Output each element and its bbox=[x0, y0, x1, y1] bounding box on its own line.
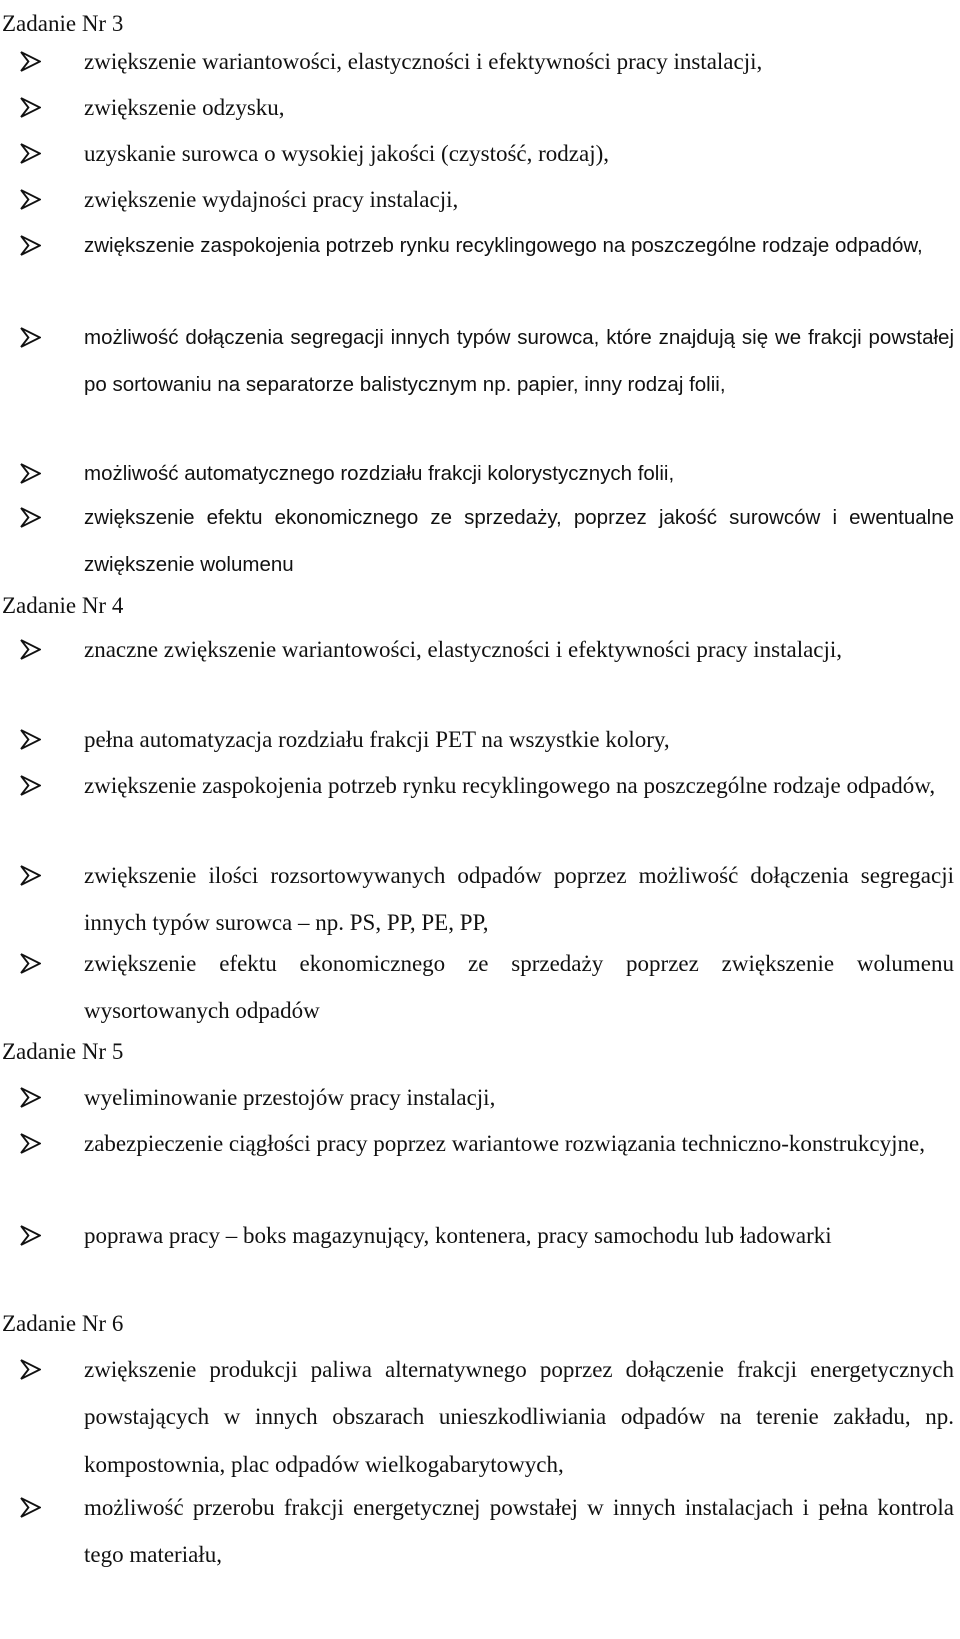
list-item bbox=[84, 450, 954, 497]
list-item bbox=[84, 222, 954, 269]
arrowhead-bullet-icon bbox=[20, 1225, 41, 1246]
list-item bbox=[84, 1074, 954, 1121]
list-item bbox=[84, 130, 954, 177]
list-item bbox=[84, 1484, 954, 1579]
list-item-text: zwiększenie efektu ekonomicznego ze sprzedaży, poprzez jakość surowców i ewentualne zwiększenie wolumenu bbox=[84, 506, 954, 577]
list-item bbox=[84, 852, 954, 947]
arrowhead-bullet-icon bbox=[20, 51, 41, 72]
section-heading: Zadanie Nr 3 bbox=[2, 11, 124, 36]
section-heading: Zadanie Nr 4 bbox=[2, 593, 124, 618]
arrowhead-bullet-icon bbox=[20, 775, 41, 796]
list-item bbox=[84, 84, 954, 131]
list-item bbox=[84, 626, 954, 673]
list-item-text: pełna automatyzacja rozdziału frakcji PET na wszystkie kolory, bbox=[84, 727, 670, 752]
list-item-text: możliwość dołączenia segregacji innych typów surowca, które znajdują się we frakcji powstałej po sortowaniu na separatorze balistycznym np. papier, inny rodzaj folii, bbox=[84, 326, 954, 397]
list-item bbox=[84, 1120, 954, 1167]
arrowhead-bullet-icon bbox=[20, 639, 41, 660]
list-item bbox=[84, 494, 954, 589]
list-item-text: zwiększenie wydajności pracy instalacji, bbox=[84, 187, 459, 212]
list-item-text: zabezpieczenie ciągłości pracy poprzez wariantowe rozwiązania techniczno-konstrukcyjne, bbox=[84, 1131, 925, 1156]
arrowhead-bullet-icon bbox=[20, 1359, 41, 1380]
list-item bbox=[84, 716, 954, 763]
list-item bbox=[84, 1212, 954, 1259]
arrowhead-bullet-icon bbox=[20, 1133, 41, 1154]
list-item-text: zwiększenie zaspokojenia potrzeb rynku recyklingowego na poszczególne rodzaje odpadów, bbox=[84, 234, 923, 257]
list-item-text: zwiększenie wariantowości, elastyczności i efektywności pracy instalacji, bbox=[84, 49, 763, 74]
list-item-text: zwiększenie produkcji paliwa alternatywnego poprzez dołączenie frakcji energetycznych powstających w innych obszarach unieszkodliwiania odpadów na terenie zakładu, np. kompostownia, plac odpadów wielkogabarytowych, bbox=[84, 1357, 954, 1477]
list-item bbox=[84, 762, 954, 809]
list-item bbox=[84, 940, 954, 1035]
arrowhead-bullet-icon bbox=[20, 729, 41, 750]
arrowhead-bullet-icon bbox=[20, 953, 41, 974]
arrowhead-bullet-icon bbox=[20, 1087, 41, 1108]
list-item-text: wyeliminowanie przestojów pracy instalacji, bbox=[84, 1085, 496, 1110]
section-heading: Zadanie Nr 6 bbox=[2, 1311, 124, 1336]
list-item-text: możliwość przerobu frakcji energetycznej powstałej w innych instalacjach i pełna kontrola tego materiału, bbox=[84, 1495, 954, 1568]
list-item-text: zwiększenie efektu ekonomicznego ze sprzedaży poprzez zwiększenie wolumenu wysortowanych odpadów bbox=[84, 951, 954, 1024]
list-item-text: znaczne zwiększenie wariantowości, elastyczności i efektywności pracy instalacji, bbox=[84, 637, 843, 662]
arrowhead-bullet-icon bbox=[20, 97, 41, 118]
list-item bbox=[84, 38, 954, 85]
arrowhead-bullet-icon bbox=[20, 143, 41, 164]
arrowhead-bullet-icon bbox=[20, 327, 41, 348]
list-item bbox=[84, 1346, 954, 1488]
list-item-text: poprawa pracy – boks magazynujący, kontenera, pracy samochodu lub ładowarki bbox=[84, 1223, 832, 1248]
arrowhead-bullet-icon bbox=[20, 507, 41, 528]
list-item-text: uzyskanie surowca o wysokiej jakości (czystość, rodzaj), bbox=[84, 141, 610, 166]
section-heading: Zadanie Nr 5 bbox=[2, 1039, 124, 1064]
list-item-text: możliwość automatycznego rozdziału frakcji kolorystycznych folii, bbox=[84, 462, 675, 485]
list-item-text: zwiększenie odzysku, bbox=[84, 95, 285, 120]
arrowhead-bullet-icon bbox=[20, 865, 41, 886]
arrowhead-bullet-icon bbox=[20, 235, 41, 256]
list-item bbox=[84, 314, 954, 409]
list-item bbox=[84, 176, 954, 223]
arrowhead-bullet-icon bbox=[20, 189, 41, 210]
arrowhead-bullet-icon bbox=[20, 463, 41, 484]
list-item-text: zwiększenie ilości rozsortowywanych odpadów poprzez możliwość dołączenia segregacji innych typów surowca – np. PS, PP, PE, PP, bbox=[84, 863, 954, 936]
arrowhead-bullet-icon bbox=[20, 1497, 41, 1518]
list-item-text: zwiększenie zaspokojenia potrzeb rynku recyklingowego na poszczególne rodzaje odpadów, bbox=[84, 773, 936, 798]
